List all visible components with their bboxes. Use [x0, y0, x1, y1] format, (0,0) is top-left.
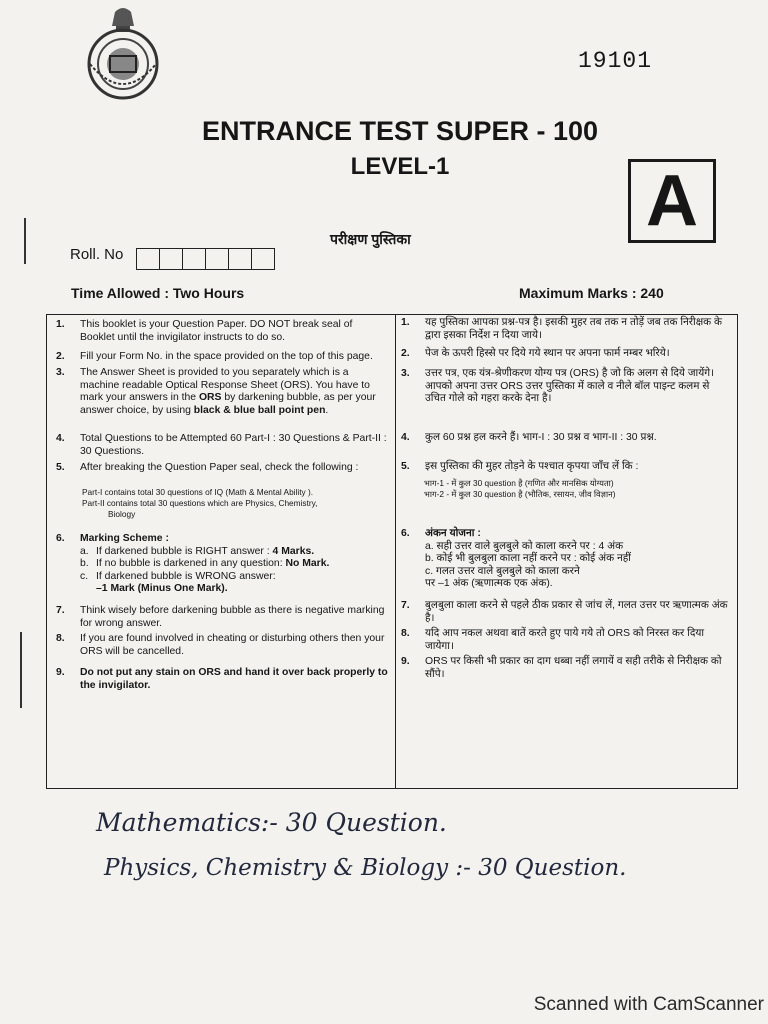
- instruction-text: Do not put any stain on ORS and hand it over back properly to the invigilator.: [80, 667, 388, 691]
- instruction-text: After breaking the Question Paper seal, check the following :: [80, 462, 359, 473]
- instruction-text: ORS पर किसी भी प्रकार का दाग धब्बा नहीं लगायें व सही तरीके से निरीक्षक को सौंपे।: [425, 656, 722, 680]
- handwritten-note-science: Physics, Chemistry & Biology :- 30 Question.: [104, 855, 627, 881]
- instruction-text: This booklet is your Question Paper. DO NOT break seal of Booklet until the invigilator instructs to do so.: [80, 319, 353, 343]
- instruction-text: कुल 60 प्रश्न हल करने हैं। भाग-I : 30 प्रश्न व भाग-II : 30 प्रश्न.: [425, 432, 657, 443]
- margin-mark-bottom: [20, 632, 22, 708]
- instruction-text: यह पुस्तिका आपका प्रश्न-पत्र है। इसकी मुहर तब तक न तोड़ें जब तक निरीक्षक के द्वारा इसका निर्देश न दिया जाये।: [425, 317, 723, 341]
- scheme-letter: a.: [80, 545, 89, 557]
- hindi-scheme-line: b. कोई भी बुलबुला काला नहीं करने पर : कोई अंक नहीं: [425, 553, 631, 565]
- instruction-number: 2.: [401, 348, 410, 359]
- scheme-text: If no bubble is darkened in any question:: [96, 558, 286, 570]
- parts-note: [82, 487, 382, 520]
- instruction-en-8: [56, 633, 388, 658]
- booklet-code: 19101: [578, 48, 653, 74]
- instruction-text: If you are found involved in cheating or disturbing others then your ORS will be cancelled.: [80, 633, 385, 657]
- maximum-marks: Maximum Marks : 240: [519, 285, 664, 301]
- scheme-letter: c.: [80, 570, 89, 582]
- instruction-text: उत्तर पत्र, एक यंत्र-श्रेणीकरण योग्य पत्र (ORS) है जो कि अलग से दिये जायेंगे। आपको अपना उत्तर ORS उत्तर पुस्तिका में काले व नीले बॉल पाइन्ट कलम से उचित गोले को गहरा करके देना है।: [425, 368, 715, 405]
- roll-box[interactable]: [160, 249, 183, 269]
- roll-number-label: Roll. No: [70, 246, 124, 263]
- scheme-value: 4 Marks.: [272, 545, 315, 557]
- instruction-text: Think wisely before darkening bubble as there is negative marking for wrong answer.: [80, 605, 385, 629]
- scheme-line-b: [80, 558, 388, 571]
- instruction-number: 3.: [401, 368, 410, 379]
- roll-box[interactable]: [206, 249, 229, 269]
- scheme-line-a: [80, 546, 388, 559]
- parts-note-line: Part-II contains total 30 questions which are Physics, Chemistry,: [82, 498, 318, 508]
- set-code-box: [628, 159, 716, 243]
- roll-box[interactable]: [252, 249, 274, 269]
- roll-number-boxes[interactable]: [136, 248, 275, 270]
- hindi-scheme-line: पर –1 अंक (ऋणात्मक एक अंक).: [425, 578, 553, 590]
- scheme-letter: b.: [80, 558, 89, 570]
- parts-note-line: Part-I contains total 30 questions of IQ (Math & Mental Ability ).: [82, 487, 314, 497]
- scheme-value: –1 Mark (Minus One Mark).: [96, 583, 228, 595]
- instruction-number: 8.: [401, 628, 410, 639]
- instruction-en-9: [56, 667, 388, 692]
- instruction-number: 9.: [56, 667, 65, 678]
- instruction-number: 3.: [56, 367, 65, 378]
- state-emblem-seal: [82, 4, 164, 102]
- instruction-en-7: [56, 605, 388, 630]
- instruction-text-bold: black & blue ball point pen: [193, 404, 326, 416]
- hindi-parts-line: भाग-1 - में कुल 30 question है (गणित और मानसिक योग्यता): [424, 478, 614, 488]
- set-code: A: [646, 161, 698, 241]
- handwritten-note-maths: Mathematics:- 30 Question.: [96, 808, 447, 837]
- hindi-parts-line: भाग-2 - में कुल 30 question है (भौतिक, रसायन, जीव विज्ञान): [424, 489, 616, 499]
- instruction-en-3: [56, 367, 388, 417]
- instruction-number: 6.: [401, 528, 410, 539]
- instruction-number: 5.: [56, 462, 65, 473]
- panel-divider: [395, 314, 396, 789]
- instruction-text: बुलबुला काला करने से पहले ठीक प्रकार से जांच लें, गलत उत्तर पर ऋणात्मक अंक है।: [425, 600, 728, 624]
- marking-scheme-heading: Marking Scheme :: [80, 533, 169, 544]
- hindi-scheme-line: c. गलत उत्तर वाले बुलबुले को काला करने: [425, 565, 580, 577]
- hindi-title: परीक्षण पुस्तिका: [330, 231, 411, 247]
- instruction-hi-3: [401, 368, 731, 406]
- roll-box[interactable]: [229, 249, 252, 269]
- page-title: ENTRANCE TEST SUPER - 100: [201, 116, 599, 146]
- instruction-text-part: The Answer Sheet is provided to you separately which is a machine readable Optical Response Sheet (ORS). You have to mark your answers in the: [80, 367, 370, 404]
- instruction-number: 8.: [56, 633, 65, 644]
- instruction-hi-9: [401, 656, 731, 681]
- instruction-hi-6: [401, 528, 731, 591]
- instruction-text-part: by darkening bubble, as per your answer choice, by using: [80, 392, 376, 416]
- hindi-parts-note: [424, 478, 734, 500]
- instruction-hi-1: [401, 317, 731, 342]
- scheme-line-c: [80, 571, 388, 584]
- instruction-hi-2: [401, 348, 731, 361]
- instruction-number: 7.: [401, 600, 410, 611]
- instruction-text: इस पुस्तिका की मुहर तोड़ने के पश्चात कृपया जाँच लें कि :: [425, 461, 639, 472]
- instruction-text-part: .: [325, 404, 329, 416]
- roll-box[interactable]: [137, 249, 160, 269]
- instruction-number: 4.: [401, 432, 410, 443]
- level-label: LEVEL-1: [350, 153, 450, 180]
- instruction-number: 7.: [56, 605, 65, 616]
- instruction-en-6: [56, 533, 388, 596]
- parts-note-line: Biology: [108, 509, 136, 519]
- scheme-text: If darkened bubble is WRONG answer:: [96, 570, 276, 582]
- scheme-line-c2: [80, 583, 388, 596]
- instruction-number: 9.: [401, 656, 410, 667]
- instruction-en-5: [56, 462, 388, 475]
- roll-box[interactable]: [183, 249, 206, 269]
- instruction-text: [80, 367, 388, 417]
- instruction-text: पेज के ऊपरी हिस्से पर दिये गये स्थान पर अपना फार्म नम्बर भरिये।: [425, 348, 670, 359]
- margin-mark-top: [24, 218, 26, 264]
- instruction-text: Total Questions to be Attempted 60 Part-I : 30 Questions & Part-II : 30 Questions.: [80, 433, 387, 457]
- hindi-scheme-heading: अंकन योजना :: [425, 528, 481, 539]
- marking-scheme: [80, 533, 388, 596]
- instruction-en-1: [56, 319, 388, 344]
- scheme-value: No Mark.: [285, 558, 330, 570]
- instruction-number: 4.: [56, 433, 65, 444]
- instruction-number: 6.: [56, 533, 65, 544]
- instruction-hi-5: [401, 461, 731, 474]
- scheme-text: If darkened bubble is RIGHT answer :: [96, 545, 273, 557]
- scanner-watermark: Scanned with CamScanner: [533, 994, 764, 1015]
- instruction-en-2: [56, 351, 388, 364]
- hindi-scheme-line: a. सही उत्तर वाले बुलबुले को काला करने पर : 4 अंक: [425, 540, 624, 552]
- instruction-text-bold: ORS: [198, 392, 222, 404]
- instruction-hi-7: [401, 600, 731, 625]
- instruction-number: 2.: [56, 351, 65, 362]
- instruction-hi-8: [401, 628, 731, 653]
- time-allowed: Time Allowed : Two Hours: [71, 285, 245, 301]
- instruction-hi-4: [401, 432, 731, 445]
- instruction-en-4: [56, 433, 388, 458]
- hindi-marking-scheme: [425, 528, 731, 591]
- instruction-text: Fill your Form No. in the space provided on the top of this page.: [80, 351, 373, 362]
- instruction-number: 1.: [401, 317, 410, 328]
- instruction-text: यदि आप नकल अथवा बातें करते हुए पाये गये तो ORS को निरस्त कर दिया जायेगा।: [425, 628, 705, 652]
- instruction-number: 1.: [56, 319, 65, 330]
- instruction-number: 5.: [401, 461, 410, 472]
